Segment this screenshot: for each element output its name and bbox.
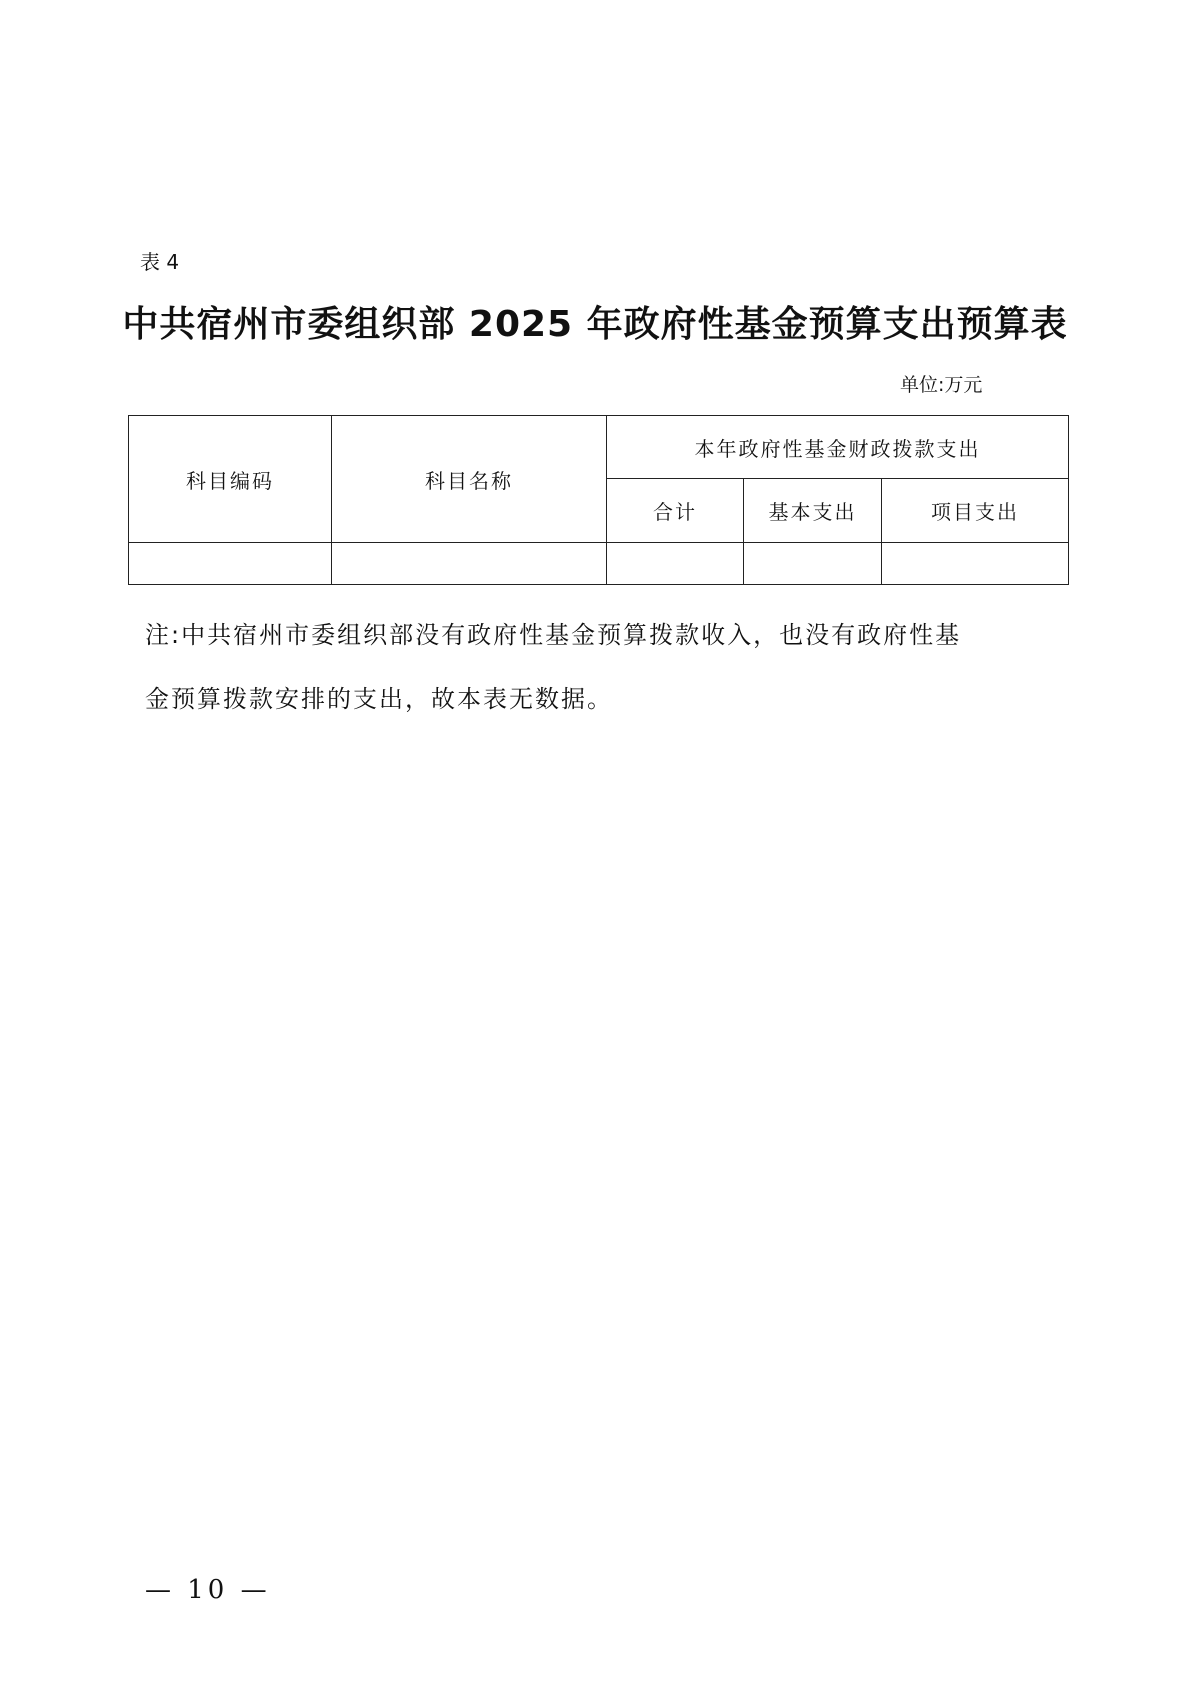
- table-number: 表 4: [140, 250, 180, 274]
- header-total: 合计: [607, 479, 744, 543]
- note-line-2: 金预算拨款安排的支出，故本表无数据。: [145, 685, 613, 713]
- cell-total: [607, 543, 744, 585]
- header-project-expenditure: 项目支出: [882, 479, 1069, 543]
- page-title: 中共宿州市委组织部 2025 年政府性基金预算支出预算表: [122, 304, 1068, 345]
- cell-project: [882, 543, 1069, 585]
- header-subject-code: 科目编码: [129, 416, 332, 543]
- note-line-1: 注:中共宿州市委组织部没有政府性基金预算拨款收入，也没有政府性基: [145, 621, 962, 649]
- table-row: [129, 543, 1069, 585]
- cell-code: [129, 543, 332, 585]
- header-basic-expenditure: 基本支出: [744, 479, 882, 543]
- header-fund-expenditure: 本年政府性基金财政拨款支出: [607, 416, 1069, 479]
- table-note: [145, 603, 1045, 731]
- page-number: — 10 —: [145, 1575, 271, 1605]
- unit-label: 单位:万元: [900, 374, 983, 396]
- cell-name: [332, 543, 607, 585]
- cell-basic: [744, 543, 882, 585]
- header-subject-name: 科目名称: [332, 416, 607, 543]
- budget-table: [128, 415, 1069, 585]
